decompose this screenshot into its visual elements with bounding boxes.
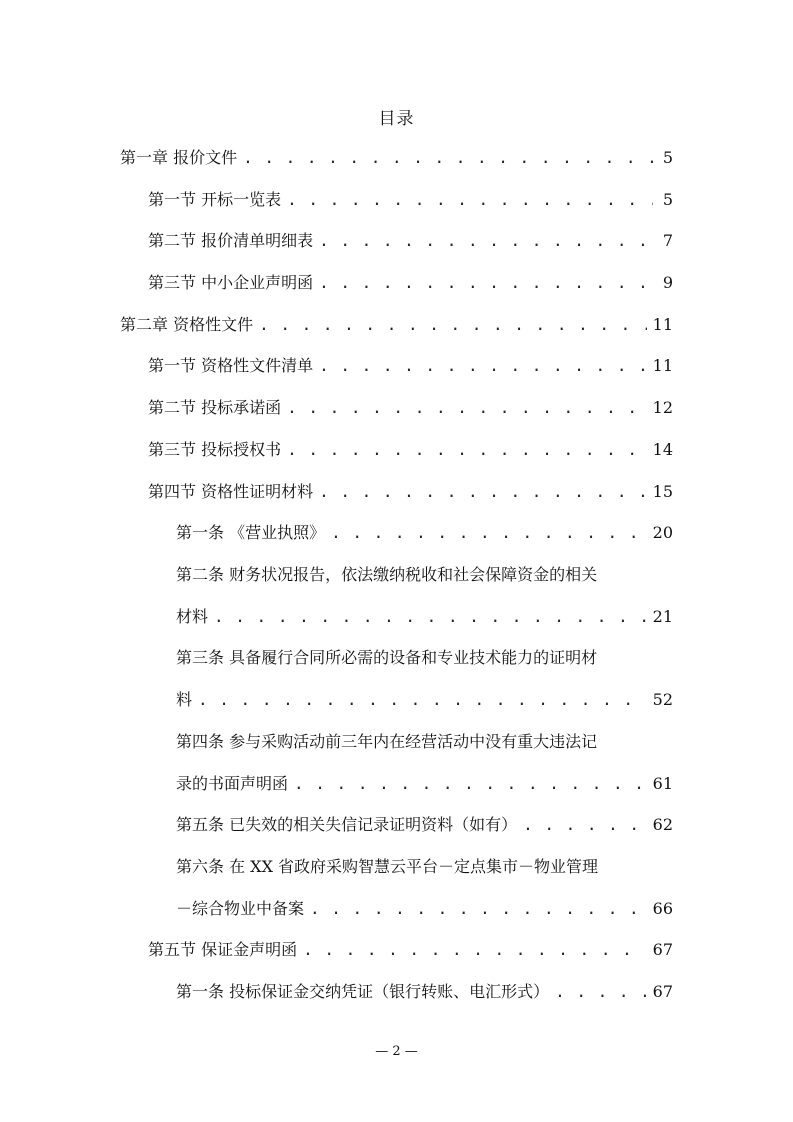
toc-entry[interactable] (148, 354, 673, 378)
toc-entry-text: 第三节 中小企业声明函 (148, 273, 314, 292)
dot-leader (198, 688, 647, 712)
toc-entry-page-number: 67 (652, 940, 673, 959)
toc-entry-text: －综合物业中备案 (176, 899, 305, 918)
toc-entry-text: 第二节 投标承诺函 (148, 398, 282, 417)
dot-leader (523, 813, 647, 837)
toc-entry-page-number: 11 (652, 315, 673, 334)
toc-entry-text: 第一章 报价文件 (120, 148, 238, 167)
toc-entry[interactable] (148, 438, 673, 462)
toc-entry-page-number: 5 (662, 148, 673, 167)
toc-entry-text: 第三条 具备履行合同所必需的设备和专业技术能力的证明材 (176, 648, 598, 667)
toc-entry-text: 第一节 资格性文件清单 (148, 356, 314, 375)
toc-entry-text: 第一条 投标保证金交纳凭证（银行转账、电汇形式） (176, 982, 550, 1001)
toc-entry[interactable] (148, 229, 673, 253)
toc-entry[interactable] (148, 188, 673, 212)
toc-entry[interactable] (148, 480, 673, 504)
toc-entry-text: 第五条 已失效的相关失信记录证明资料（如有） (176, 815, 518, 834)
dot-leader (555, 980, 647, 1004)
dot-leader (214, 605, 647, 629)
dot-leader (319, 354, 647, 378)
toc-entry-text: 第三节 投标授权书 (148, 440, 282, 459)
toc-entry-text: 录的书面声明函 (176, 774, 289, 793)
toc-entry[interactable] (176, 730, 673, 754)
toc-entry[interactable] (176, 980, 673, 1004)
toc-entry-page-number: 15 (652, 482, 673, 501)
toc-entry-page-number: 14 (652, 440, 673, 459)
toc-entry[interactable] (148, 396, 673, 420)
toc-entry-page-number: 7 (662, 231, 673, 250)
toc-entry-text: 第一条 《营业执照》 (176, 523, 326, 542)
toc-entry-page-number: 66 (652, 899, 673, 918)
toc-entry-text: 材料 (176, 607, 209, 626)
dot-leader (303, 938, 647, 962)
toc-entry[interactable] (176, 813, 673, 837)
dot-leader (319, 271, 653, 295)
toc-entry-continuation[interactable] (176, 605, 673, 629)
toc-entry-text: 第二章 资格性文件 (120, 315, 254, 334)
toc-entry[interactable] (148, 938, 673, 962)
toc-entry-text: 第六条 在 XX 省政府采购智慧云平台－定点集市－物业管理 (176, 857, 599, 876)
toc-entry-page-number: 21 (652, 607, 673, 626)
dot-leader (287, 438, 647, 462)
toc-entry-page-number: 62 (652, 815, 673, 834)
toc-entry-continuation[interactable] (176, 688, 673, 712)
toc-entry-text: 料 (176, 690, 193, 709)
toc-entry-page-number: 9 (662, 273, 673, 292)
toc-entry-continuation[interactable] (176, 772, 673, 796)
toc-entry[interactable] (176, 855, 673, 879)
toc-entry-page-number: 12 (652, 398, 673, 417)
page-number-footer: — 2 — (375, 1044, 418, 1059)
toc-entry-page-number: 5 (662, 190, 673, 209)
toc-entry-text: 第四条 参与采购活动前三年内在经营活动中没有重大违法记 (176, 732, 598, 751)
toc-entry-page-number: 67 (652, 982, 673, 1001)
toc-entry-text: 第一节 开标一览表 (148, 190, 282, 209)
dot-leader (319, 229, 653, 253)
toc-entry-page-number: 11 (652, 356, 673, 375)
dot-leader (287, 188, 653, 212)
dot-leader (294, 772, 647, 796)
toc-entry-page-number: 61 (652, 774, 673, 793)
toc-entry[interactable] (176, 563, 673, 587)
dot-leader (259, 313, 647, 337)
dot-leader (243, 146, 653, 170)
toc-entry[interactable] (148, 271, 673, 295)
dot-leader (287, 396, 647, 420)
toc-entry-text: 第四节 资格性证明材料 (148, 482, 314, 501)
toc-title: 目录 (378, 109, 415, 129)
toc-entry[interactable] (120, 313, 673, 337)
toc-entry-text: 第二节 报价清单明细表 (148, 231, 314, 250)
toc-entry[interactable] (176, 521, 673, 545)
dot-leader (331, 521, 647, 545)
toc-entry-page-number: 20 (652, 523, 673, 542)
dot-leader (310, 897, 647, 921)
toc-entry-text: 第二条 财务状况报告，依法缴纳税收和社会保障资金的相关 (176, 565, 598, 584)
dot-leader (319, 480, 647, 504)
toc-entry[interactable] (176, 646, 673, 670)
toc-entry[interactable] (120, 146, 673, 170)
toc-entry-page-number: 52 (652, 690, 673, 709)
toc-entry-continuation[interactable] (176, 897, 673, 921)
toc-entry-text: 第五节 保证金声明函 (148, 940, 298, 959)
